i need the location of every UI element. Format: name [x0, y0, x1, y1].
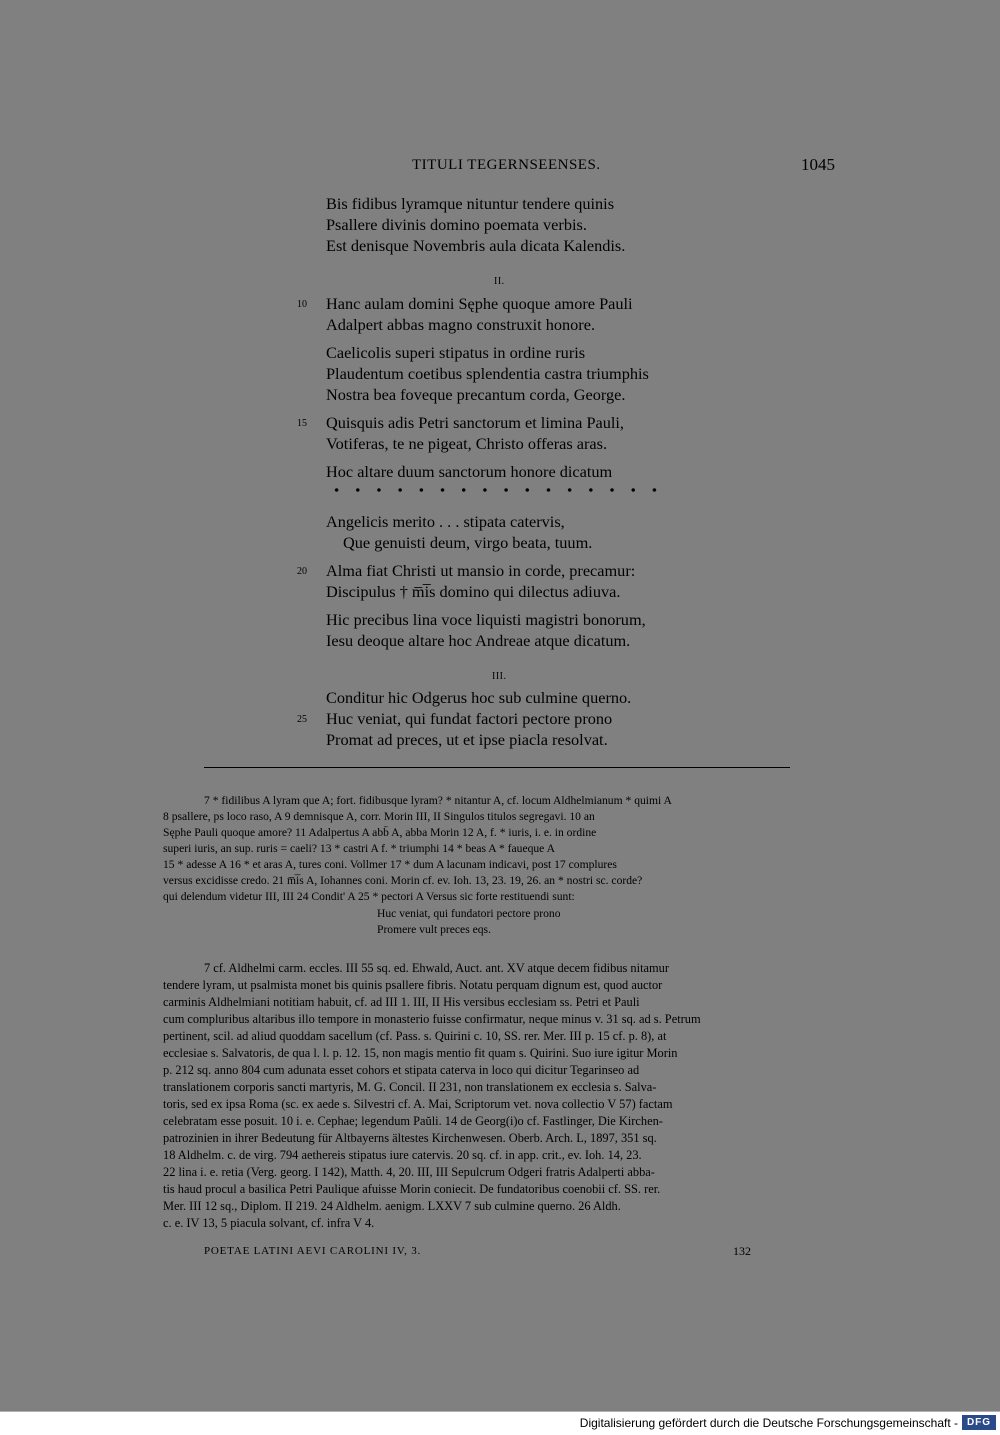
commentary-line: patrozinien in ihrer Bedeutung für Altbayerns ältestes Kirchenwesen. Oberb. Arch. L, 1897, 351 sq.: [163, 1131, 657, 1145]
verse-line: Alma fiat Christi ut mansio in corde, precamur:: [326, 561, 636, 580]
verse-line: Hanc aulam domini Sęphe quoque amore Pauli: [326, 294, 633, 313]
commentary-line: Mer. III 12 sq., Diplom. II 219. 24 Aldhelm. aenigm. LXXV 7 sub culmine querno. 26 Aldh.: [163, 1199, 621, 1213]
commentary-line: 18 Aldhelm. c. de virg. 794 aethereis stipatus iure catervis. 20 sq. cf. in app. crit., ev. Ioh. 14, 23.: [163, 1148, 642, 1162]
section-heading: II.: [494, 276, 505, 287]
page-number: 1045: [801, 155, 835, 174]
commentary-line: cum compluribus altaribus illo tempore in monasterio fuisse confirmatur, neque minus v. 31 sq. ad s. Petrum: [163, 1012, 701, 1026]
commentary-line: p. 212 sq. anno 804 cum adunata esset cohors et stipata caterva in loco qui dicitur Tegarinseo ad: [163, 1063, 640, 1077]
commentary-line: toris, sed ex ipsa Roma (sc. ex aede s. Silvestri cf. A. Mai, Scriptorum vet. nova collectio V 57) factam: [163, 1097, 673, 1111]
verse-line: Bis fidibus lyramque nituntur tendere quinis: [326, 194, 615, 213]
verse-line: Votiferas, te ne pigeat, Christo offeras aras.: [326, 434, 608, 453]
commentary-line: ecclesiae s. Salvatoris, de qua l. l. p. 12. 15, non magis mentio fit quam s. Quirini. Suo iure igitur Morin: [163, 1046, 678, 1060]
sheet-number: 132: [733, 1244, 751, 1258]
verse-line: Conditur hic Odgerus hoc sub culmine querno.: [326, 688, 632, 707]
apparatus-line: qui delendum videtur III, III 24 Condit' A 25 * pectori A Versus sic forte restituendi sunt:: [163, 890, 575, 903]
verse-line: Huc veniat, qui fundat factori pectore prono: [326, 709, 613, 728]
digitization-banner: [0, 1411, 1000, 1435]
apparatus-line: Huc veniat, qui fundatori pectore prono: [377, 907, 561, 920]
dfg-logo-icon[interactable]: DFG: [962, 1415, 996, 1430]
line-number: 10: [297, 299, 307, 310]
line-number: 25: [297, 714, 307, 725]
commentary-line: 7 cf. Aldhelmi carm. eccles. III 55 sq. ed. Ehwald, Auct. ant. XV atque decem fidibus nitamur: [204, 961, 669, 975]
line-number: 20: [297, 566, 307, 577]
verse-line: Psallere divinis domino poemata verbis.: [326, 215, 587, 234]
verse-line: Hic precibus lina voce liquisti magistri bonorum,: [326, 610, 646, 629]
section-heading: III.: [492, 671, 507, 682]
commentary-line: translationem corporis sancti martyris, M. G. Concil. II 231, non translationem ex ecclesia s. Salva-: [163, 1080, 657, 1094]
commentary-line: pertinent, scil. ad aliud quoddam sacellum (cf. Pass. s. Quirini c. 10, SS. rer. Mer. III p. 15 cf. p. 8), at: [163, 1029, 667, 1043]
commentary-line: carminis Aldhelmiani notitiam habuit, cf. ad III 1. III, II His versibus ecclesiam ss. Petri et Pauli: [163, 995, 640, 1009]
apparatus-line: 15 * adesse A 16 * et aras A, tures coni. Vollmer 17 * dum A lacunam indicavi, post 17 complures: [163, 858, 617, 871]
verse-line: Quisquis adis Petri sanctorum et limina Pauli,: [326, 413, 625, 432]
verse-line: Iesu deoque altare hoc Andreae atque dicatum.: [326, 631, 631, 650]
commentary-line: tendere lyram, ut psalmista monet bis quinis psallere fibris. Notatu perquam dignum est, quod auctor: [163, 978, 663, 992]
verse-line: Adalpert abbas magno construxit honore.: [326, 315, 596, 334]
verse-line: Angelicis merito . . . stipata catervis,: [326, 512, 565, 531]
commentary-line: celebratam esse posuit. 10 i. e. Cephae; legendum Paŭli. 14 de Georg(i)o cf. Fastlinger, Die Kirchen-: [163, 1114, 663, 1128]
commentary-line: tis haud procul a basilica Petri Paulique afuisse Morin coniecit. De fundatoribus coenobii cf. SS. rer.: [163, 1182, 661, 1196]
verse-line: Caelicolis superi stipatus in ordine ruris: [326, 343, 586, 362]
verse-line: Plaudentum coetibus splendentia castra triumphis: [326, 364, 649, 383]
apparatus-line: superi iuris, an sup. ruris = caeli? 13 * castri A f. * triumphi 14 * beas A * faueque A: [163, 842, 555, 855]
signature-line: POETAE LATINI AEVI CAROLINI IV, 3.: [204, 1245, 422, 1257]
apparatus-line: 7 * fidilibus A lyram que A; fort. fidibusque lyram? * nitantur A, cf. locum Aldhelmianum * quimi A: [204, 794, 672, 807]
verse-line: Nostra bea foveque precantum corda, George.: [326, 385, 626, 404]
apparatus-line: 8 psallere, ps loco raso, A 9 demnisque A, corr. Morin III, II Singulos titulos segregavi. 10 an: [163, 810, 595, 823]
commentary-line: c. e. IV 13, 5 piacula solvant, cf. infra V 4.: [163, 1216, 375, 1230]
verse-line: Promat ad preces, ut et ipse piacla resolvat.: [326, 730, 608, 749]
apparatus-line: versus excidisse credo. 21 m̅i̅s A, Iohannes coni. Morin cf. ev. Ioh. 13, 23. 19, 26. an * nostri sc. corde?: [163, 874, 643, 887]
lacuna-dots: [326, 485, 661, 495]
apparatus-line: Sęphe Pauli quoque amore? 11 Adalpertus A abb̄ A, abba Morin 12 A, f. * iuris, i. e. in ordine: [163, 826, 597, 839]
verse-line: Que genuisti deum, virgo beata, tuum.: [343, 533, 593, 552]
apparatus-divider: [204, 767, 790, 768]
commentary-line: 22 lina i. e. retia (Verg. georg. I 142), Matth. 4, 20. III, III Sepulcrum Odgeri fratris Adalperti abba-: [163, 1165, 655, 1179]
verse-line: Discipulus † m̅i̅s domino qui dilectus adiuva.: [326, 582, 621, 601]
verse-line: Est denisque Novembris aula dicata Kalendis.: [326, 236, 626, 255]
funding-notice: Digitalisierung gefördert durch die Deutsche Forschungsgemeinschaft -: [579, 1416, 958, 1430]
apparatus-line: Promere vult preces eqs.: [377, 923, 491, 936]
verse-line: Hoc altare duum sanctorum honore dicatum: [326, 462, 613, 481]
running-title: TITULI TEGERNSEENSES.: [412, 157, 601, 173]
line-number: 15: [297, 418, 307, 429]
